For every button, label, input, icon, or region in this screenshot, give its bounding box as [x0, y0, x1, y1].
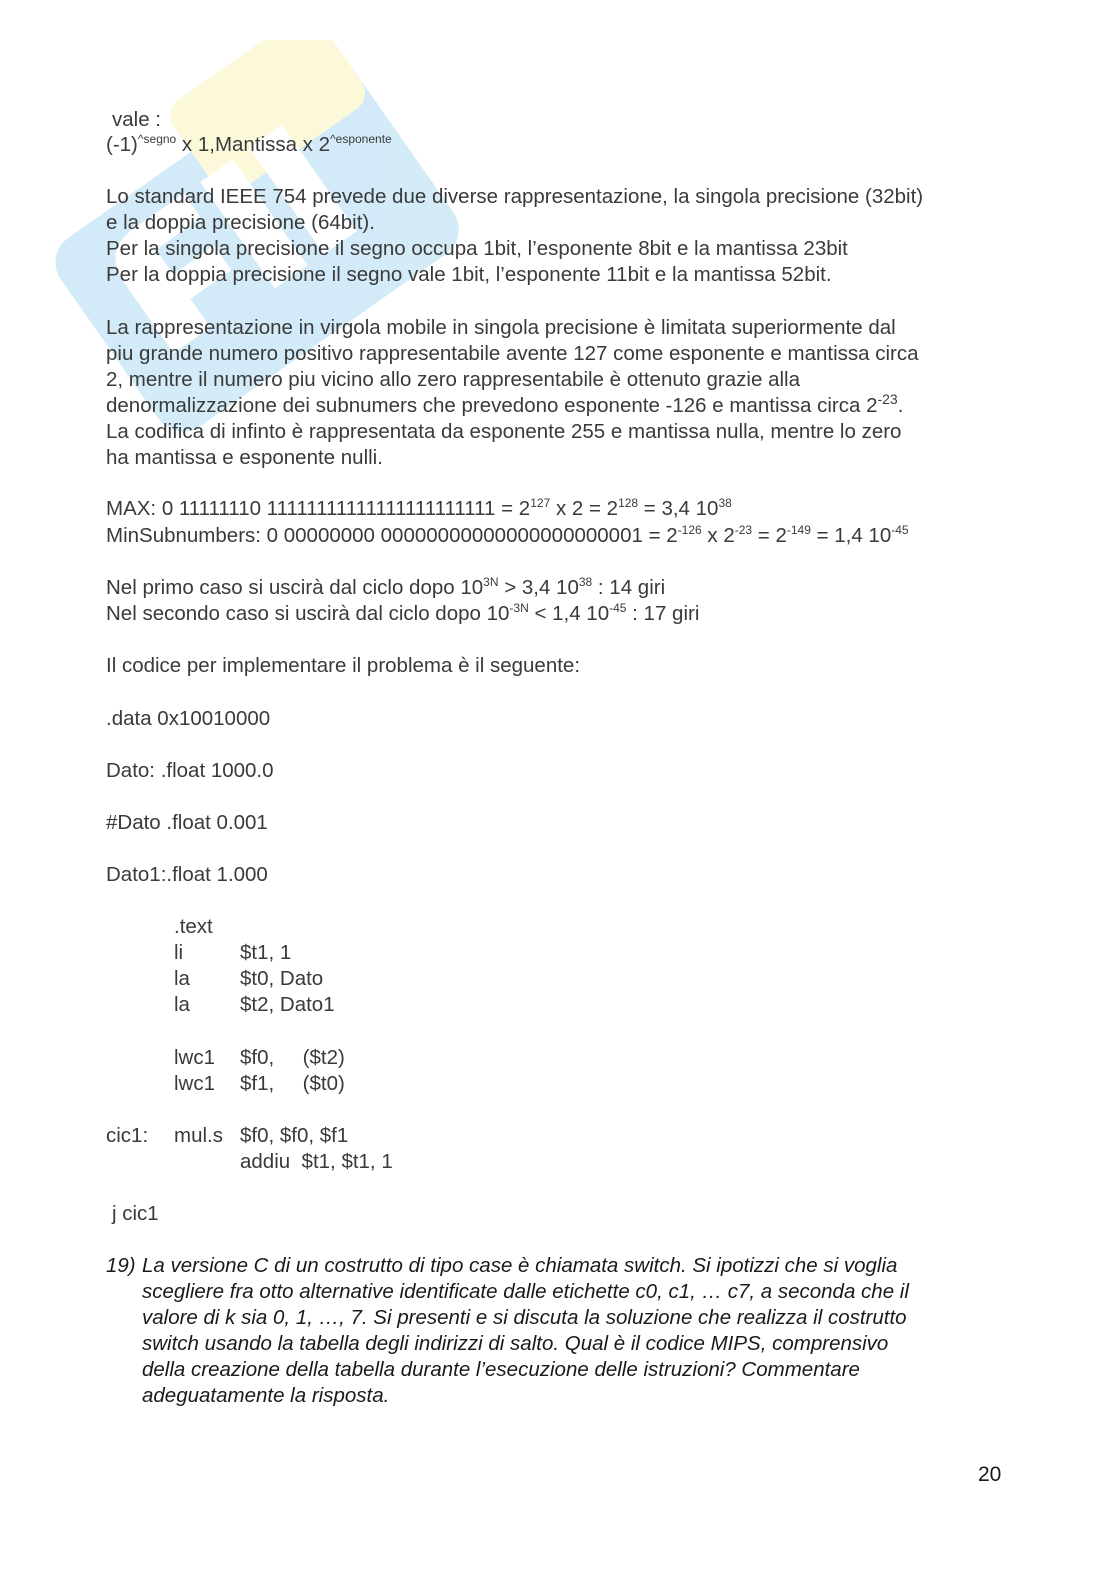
case-line-1: Nel primo caso si uscirà dal ciclo dopo $10^{3N} > 3,4$ $10^{38}$ : 14 giri [106, 575, 666, 599]
para2-line6: ha mantissa e esponente nulli. [106, 446, 383, 469]
min-subnumbers-line: MinSubnumbers: 0 00000000 $00000000000000000000001 = 2^{-126}$ x $2^{-23} = 2^{-149} = 1,4$ $10^{-45}$ [106, 523, 909, 547]
code-li-args: $t1, 1 [240, 941, 292, 964]
para1-line4: Per la doppia precisione il segno vale 1bit, l’esponente 11bit e la mantissa 52bit. [106, 263, 832, 286]
code-intro: Il codice per implementare il problema è il seguente: [106, 654, 581, 677]
code-lwc1a-args: $f0, ($t2) [240, 1046, 345, 1069]
page-number: 20 [978, 1463, 1002, 1486]
question-number: 19) [106, 1254, 136, 1277]
code-li-op: li [174, 941, 184, 964]
code-la2-args: $t2, Dato1 [240, 993, 335, 1016]
code-la1-args: $t0, Dato [240, 967, 324, 990]
para2-line2: piu grande numero positivo rappresentabile avente 127 come esponente e mantissa circa [106, 342, 919, 365]
case-line-2: Nel secondo caso si uscirà dal ciclo dopo $10^{-3N} < 1,4$ $10^{-45}$ : 17 giri [106, 601, 700, 625]
question-line-6: adeguatamente la risposta. [142, 1384, 390, 1407]
formula-intro: vale : [112, 108, 161, 131]
code-data-directive: .data 0x10010000 [106, 707, 271, 730]
question-line-1: La versione C di un costrutto di tipo case è chiamata switch. Si ipotizzi che si voglia [142, 1254, 898, 1277]
code-dato: Dato: .float 1000.0 [106, 759, 274, 782]
code-dato1: Dato1:.float 1.000 [106, 863, 268, 886]
code-jump: j cic1 [112, 1202, 159, 1225]
code-lwc1a-op: lwc1 [174, 1046, 216, 1069]
question-line-3: valore di k sia 0, 1, …, 7. Si presenti e si discuta la soluzione che realizza il costrutto [142, 1306, 907, 1329]
code-lwc1b-op: lwc1 [174, 1072, 216, 1095]
question-line-5: della creazione della tabella durante l’esecuzione delle istruzioni? Commentare [142, 1358, 860, 1381]
para2-line1: La rappresentazione in virgola mobile in singola precisione è limitata superiormente dal [106, 316, 896, 339]
para1-line1: Lo standard IEEE 754 prevede due diverse rappresentazione, la singola precisione (32bit) [106, 185, 924, 208]
code-la1-op: la [174, 967, 190, 990]
para2-line5: La codifica di infinto è rappresentata da esponente 255 e mantissa nulla, mentre lo zero [106, 420, 902, 443]
code-text-directive: .text [174, 915, 213, 938]
code-la2-op: la [174, 993, 190, 1016]
question-line-2: scegliere fra otto alternative identificate dalle etichette c0, c1, … c7, a seconda che il [142, 1280, 909, 1303]
para1-line3: Per la singola precisione il segno occupa 1bit, l’esponente 8bit e la mantissa 23bit [106, 237, 848, 260]
code-mul-args: $f0, $f0, $f1 [240, 1124, 349, 1147]
question-line-4: switch usando la tabella degli indirizzi di salto. Qual è il codice MIPS, comprensivo [142, 1332, 889, 1355]
float-formula: $(-1)^{\^{}segno}$ x 1,Mantissa x $2^{\^{}esponente}$ [106, 132, 392, 156]
code-mul-op: mul.s [174, 1124, 223, 1147]
code-dato-comment: #Dato .float 0.001 [106, 811, 268, 834]
para2-line4: denormalizzazione dei subnumers che prevedono esponente -126 e mantissa circa $2^{-23}$. [106, 391, 904, 417]
para2-line3: 2, mentre il numero piu vicino allo zero rappresentabile è ottenuto grazie alla [106, 368, 800, 391]
code-addiu: addiu $t1, $t1, 1 [240, 1150, 393, 1173]
max-line: MAX: 0 11111110 $11111111111111111111111 = 2^{127}$ x $2 = 2^{128} = 3,4$ $10^{38}$ [106, 496, 732, 520]
code-cic1-label: cic1: [106, 1124, 149, 1147]
para1-line2: e la doppia precisione (64bit). [106, 211, 375, 234]
code-lwc1b-args: $f1, ($t0) [240, 1072, 345, 1095]
question-19 [106, 1253, 1006, 1413]
